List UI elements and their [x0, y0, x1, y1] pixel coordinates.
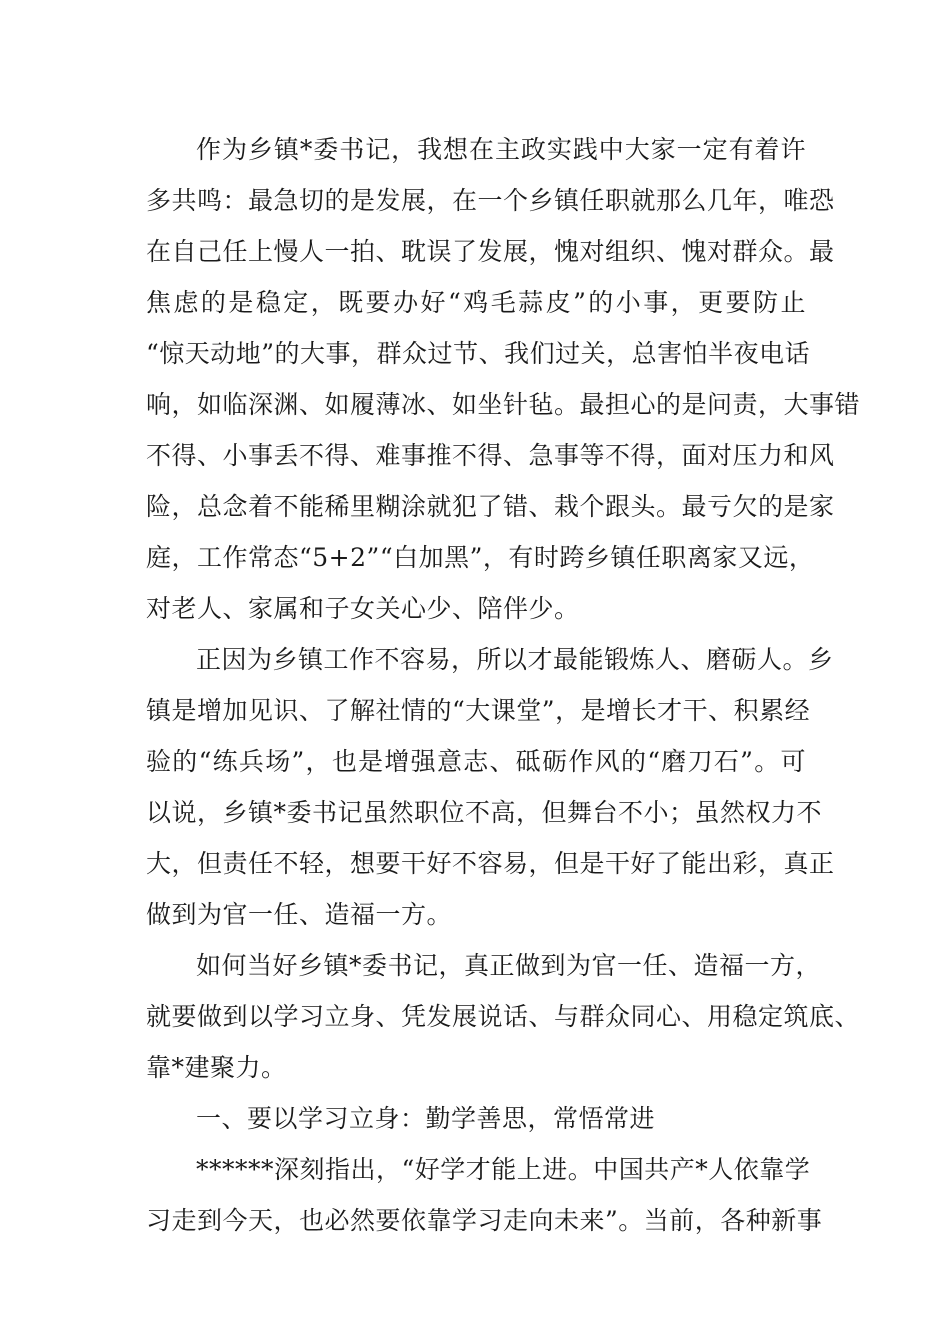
section-heading: 一、要以学习立身：勤学善思，常悟常进	[196, 1104, 656, 1133]
paragraph-2-line-4: 以说，乡镇*委书记虽然职位不高，但舞台不小；虽然权力不	[146, 798, 823, 827]
paragraph-1-line-3: 在自己任上慢人一拍、耽误了发展，愧对组织、愧对群众。最	[146, 237, 835, 266]
paragraph-3-line-2: 就要做到以学习立身、凭发展说话、与群众同心、用稳定筑底、	[146, 1002, 861, 1031]
paragraph-1-line-9: 庭，工作常态“5+2”“白加黑”，有时跨乡镇任职离家又远，	[146, 543, 815, 572]
paragraph-1-line-5: “惊天动地”的大事，群众过节、我们过关，总害怕半夜电话	[146, 339, 811, 368]
paragraph-3-line-1: 如何当好乡镇*委书记，真正做到为官一任、造福一方，	[196, 951, 822, 980]
paragraph-4-line-2: 习走到今天，也必然要依靠学习走向未来”。当前，各种新事	[146, 1206, 823, 1235]
paragraph-1-line-1: 作为乡镇*委书记，我想在主政实践中大家一定有着许	[196, 135, 806, 164]
paragraph-1-line-2: 多共鸣：最急切的是发展，在一个乡镇任职就那么几年，唯恐	[146, 186, 835, 215]
paragraph-2-line-1: 正因为乡镇工作不容易，所以才最能锻炼人、磨砺人。乡	[196, 645, 834, 674]
paragraph-4-line-1: ******深刻指出，“好学才能上进。中国共产*人依靠学	[196, 1155, 811, 1184]
paragraph-2-line-3: 验的“练兵场”，也是增强意志、砥砺作风的“磨刀石”。可	[146, 747, 806, 776]
paragraph-1-line-4: 焦虑的是稳定，既要办好“鸡毛蒜皮”的小事，更要防止	[146, 288, 806, 317]
paragraph-1-line-7: 不得、小事丢不得、难事推不得、急事等不得，面对压力和风	[146, 441, 835, 470]
paragraph-2-line-5: 大，但责任不轻，想要干好不容易，但是干好了能出彩，真正	[146, 849, 835, 878]
paragraph-1-line-6: 响，如临深渊、如履薄冰、如坐针毡。最担心的是问责，大事错	[146, 390, 861, 419]
paragraph-1-line-8: 险，总念着不能稀里糊涂就犯了错、栽个跟头。最亏欠的是家	[146, 492, 835, 521]
paragraph-2-line-2: 镇是增加见识、了解社情的“大课堂”，是增长才干、积累经	[146, 696, 811, 725]
paragraph-3-line-3: 靠*建聚力。	[146, 1053, 287, 1082]
paragraph-1-line-10: 对老人、家属和子女关心少、陪伴少。	[146, 594, 580, 623]
paragraph-2-line-6: 做到为官一任、造福一方。	[146, 900, 453, 929]
